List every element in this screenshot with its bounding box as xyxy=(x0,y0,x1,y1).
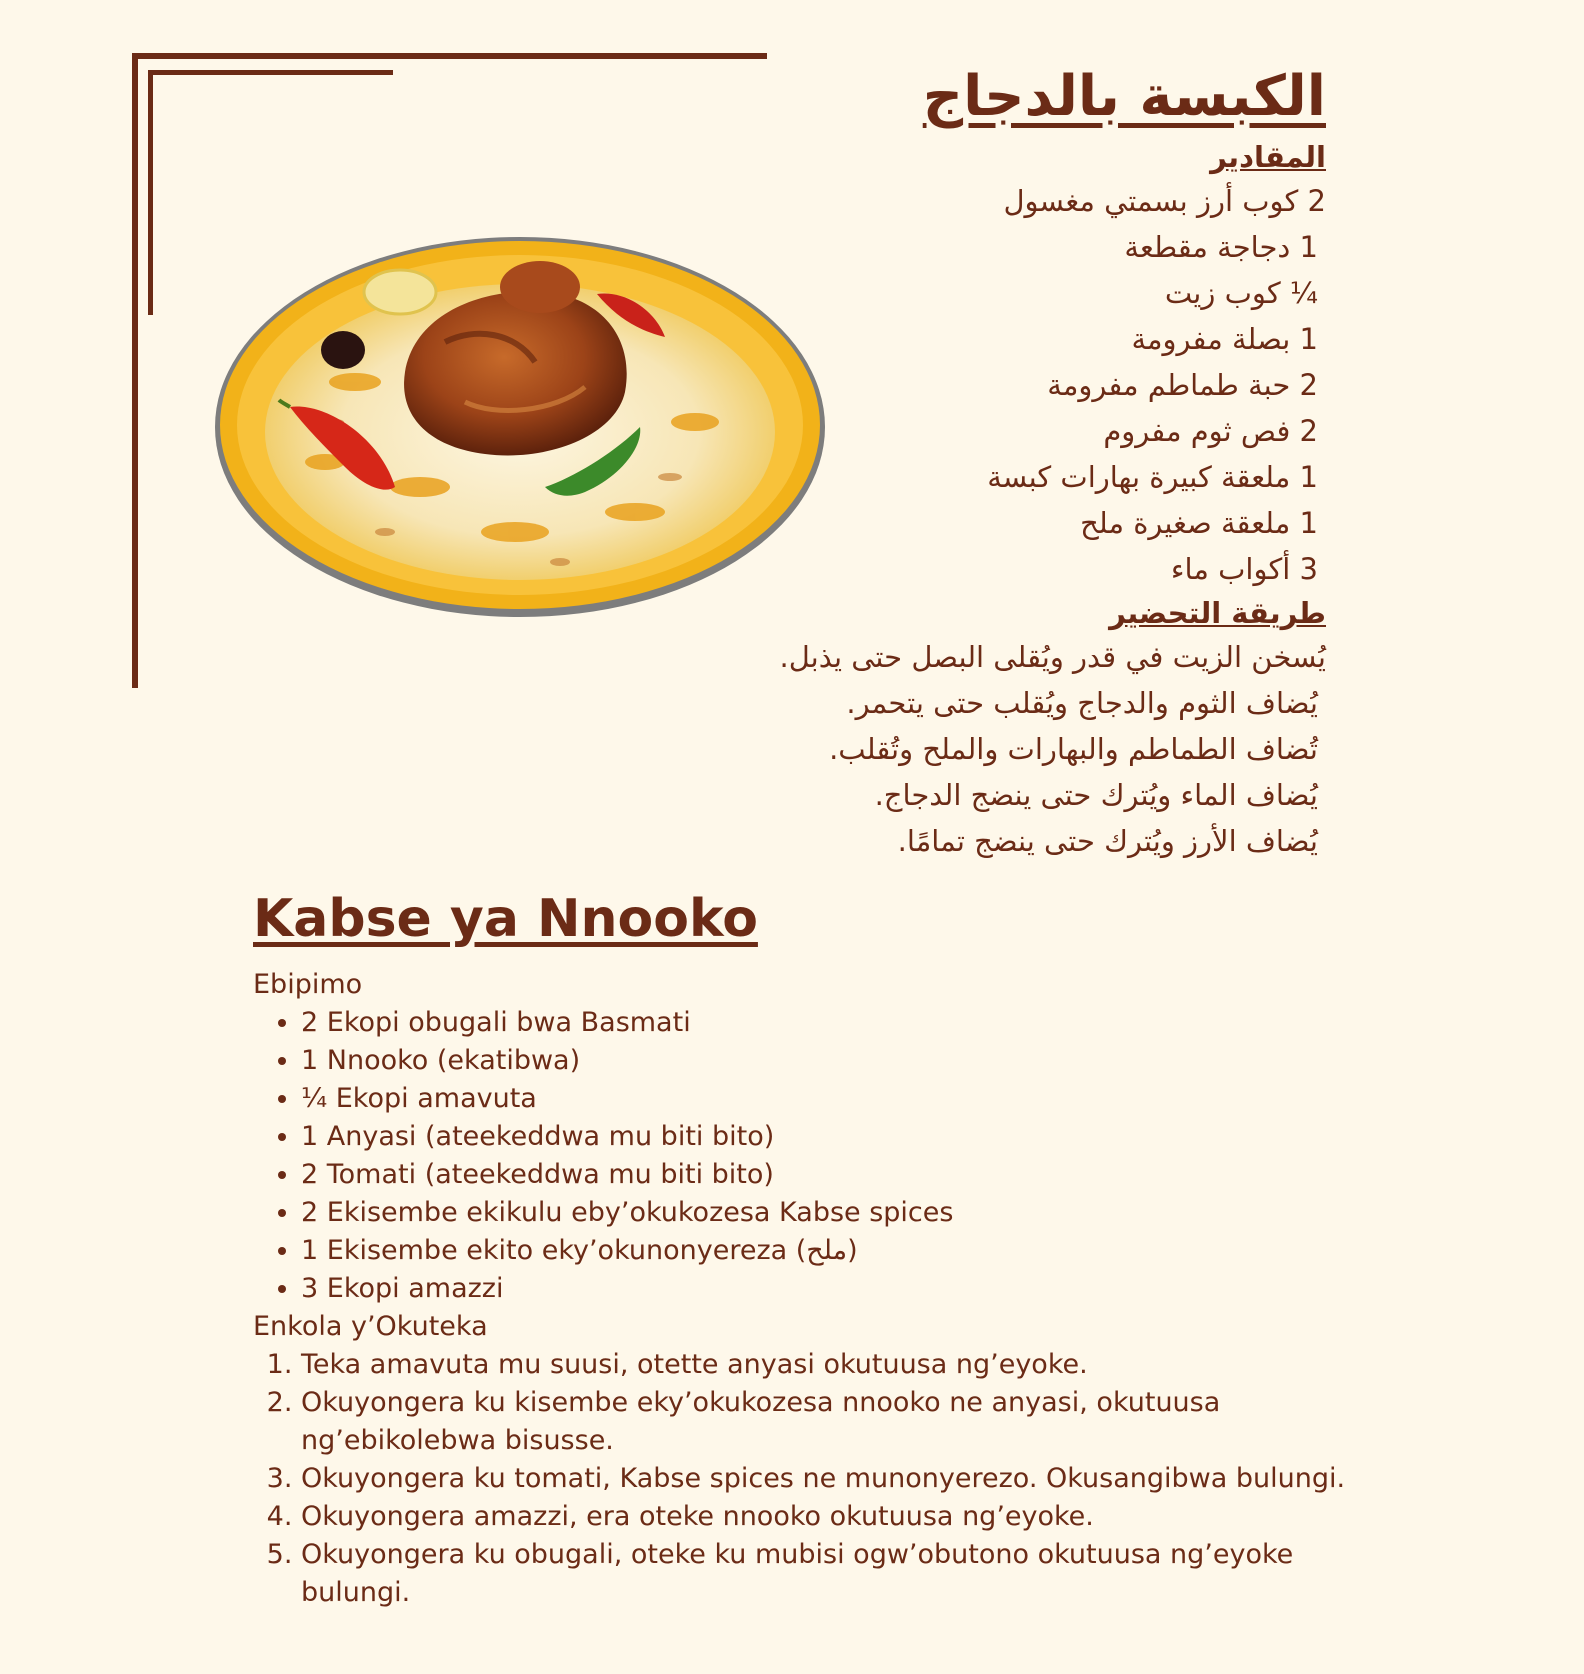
luganda-recipe xyxy=(253,880,1353,1612)
arabic-step-item: يُضاف الماء ويُترك حتى ينضج الدجاج. xyxy=(874,778,1318,812)
luganda-ingredient-item: • 2 Ekopi obugali bwa Basmati xyxy=(301,1004,1353,1042)
arabic-step-item: يُضاف الثوم والدجاج ويُقلب حتى يتحمر. xyxy=(846,686,1318,720)
arabic-step-item: يُسخن الزيت في قدر ويُقلى البصل حتى يذبل. xyxy=(779,640,1326,674)
arabic-ingredient-item: 1 ملعقة كبيرة بهارات كبسة xyxy=(987,460,1318,494)
arabic-steps-list xyxy=(706,634,1326,864)
arabic-step-item: يُضاف الأرز ويُترك حتى ينضج تمامًا. xyxy=(897,824,1318,858)
luganda-ingredient-item: • 3 Ekopi amazzi xyxy=(301,1270,1353,1308)
arabic-step-item: تُضاف الطماطم والبهارات والملح وتُقلب. xyxy=(829,732,1318,766)
arabic-recipe-title: الكبسة بالدجاج xyxy=(922,64,1326,129)
luganda-ingredient-item: • 2 Ekisembe ekikulu eby’okukozesa Kabse spices xyxy=(301,1194,1353,1232)
luganda-recipe-title: Kabse ya Nnooko xyxy=(253,889,758,949)
luganda-ingredient-item: • 1 Anyasi (ateekeddwa mu biti bito) xyxy=(301,1118,1353,1156)
arabic-ingredients-heading: المقادير xyxy=(1210,140,1326,174)
luganda-step-item: 5. Okuyongera ku obugali, oteke ku mubisi ogw’obutono okutuusa ng’eyoke bulungi. xyxy=(301,1536,1353,1612)
arabic-ingredient-item: 1 دجاجة مقطعة xyxy=(1124,230,1318,264)
arabic-ingredient-item: ¼ كوب زيت xyxy=(1164,276,1318,310)
frame-line-left-inner xyxy=(148,70,153,315)
arabic-ingredient-item: 3 أكواب ماء xyxy=(1170,552,1318,586)
luganda-step-item: 4. Okuyongera amazzi, era oteke nnooko okutuusa ng’eyoke. xyxy=(301,1498,1353,1536)
arabic-ingredient-item: 1 بصلة مفرومة xyxy=(1131,322,1318,356)
luganda-step-item: 3. Okuyongera ku tomati, Kabse spices ne munonyerezo. Okusangibwa bulungi. xyxy=(301,1460,1353,1498)
arabic-recipe xyxy=(706,58,1326,864)
luganda-step-item: 2. Okuyongera ku kisembe eky’okukozesa nnooko ne anyasi, okutuusa ng’ebikolebwa bisusse. xyxy=(301,1384,1353,1460)
frame-line-left-outer xyxy=(132,53,138,688)
arabic-ingredient-item: 1 ملعقة صغيرة ملح xyxy=(1080,506,1318,540)
luganda-ingredients-list xyxy=(253,1004,1353,1308)
luganda-ingredient-item: • 1 Nnooko (ekatibwa) xyxy=(301,1042,1353,1080)
luganda-step-item: 1. Teka amavuta mu suusi, otette anyasi okutuusa ng’eyoke. xyxy=(301,1346,1353,1384)
arabic-ingredient-item: 2 كوب أرز بسمتي مغسول xyxy=(1003,184,1326,218)
luganda-ingredient-item: • ¼ Ekopi amavuta xyxy=(301,1080,1353,1118)
luganda-ingredients-heading: Ebipimo xyxy=(253,969,363,1000)
arabic-ingredients-list xyxy=(706,178,1326,592)
luganda-ingredient-item: • 1 Ekisembe ekito eky’okunonyereza (ملح) xyxy=(301,1232,1353,1270)
arabic-method-heading: طريقة التحضير xyxy=(1109,596,1326,630)
luganda-method-heading: Enkola y’Okuteka xyxy=(253,1311,488,1342)
frame-line-top-inner xyxy=(148,70,393,75)
arabic-ingredient-item: 2 حبة طماطم مفرومة xyxy=(1047,368,1318,402)
luganda-ingredient-item: • 2 Tomati (ateekeddwa mu biti bito) xyxy=(301,1156,1353,1194)
frame-line-top-outer xyxy=(132,53,767,59)
arabic-ingredient-item: 2 فص ثوم مفروم xyxy=(1103,414,1318,448)
luganda-steps-list xyxy=(253,1346,1353,1612)
